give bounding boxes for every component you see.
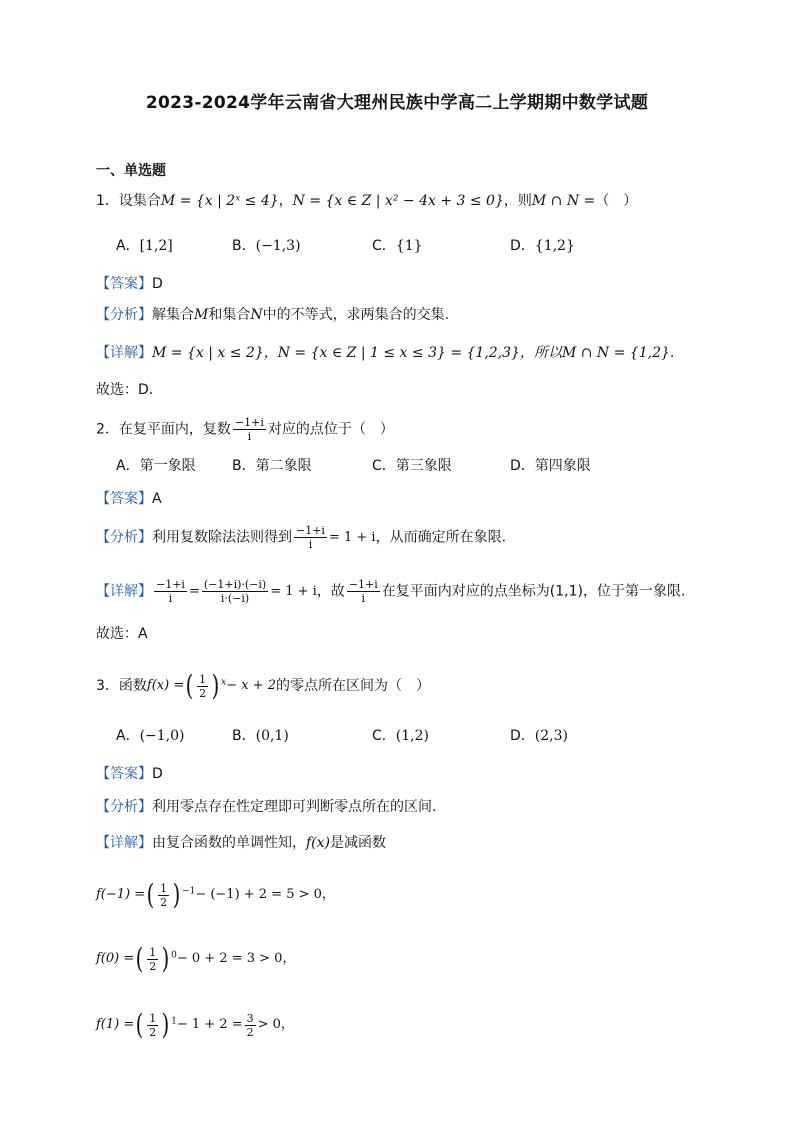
analysis-line-1: 【分析】解集合M和集合N中的不等式，求两集合的交集. [96,307,450,323]
eval-line-2: f(0) =( $\frac{1}{2}$ ) $^0$− 0 + 2 = 3 > 0， [96,942,296,975]
option-d: D．(2,3) [510,728,568,744]
section-heading: 一、单选题 [96,163,166,179]
option-c: C．{1} [372,238,423,254]
answer-line-2: 【答案】A [96,491,162,507]
question-number: 1． [96,193,119,209]
option-c: C．(1,2) [372,728,429,744]
question-3-stem: 3．函数f(x) =( $\frac{1}{2}$ ) $^x$− x + 2的零点所在区间为（ ） [96,669,430,702]
answer-line-3: 【答案】D [96,766,163,782]
option-a: A．(−1,0) [116,728,185,744]
option-c: C．第三象限 [372,458,452,474]
ask-expr: M ∩ N = [531,193,596,209]
set-m-expr: M = {x | 2ˣ ≤ 4} [160,193,279,209]
eval-line-3: f(1) =( $\frac{1}{2}$ ) $^1$− 1 + 2 = $\frac{3}{2}$ > 0， [96,1008,294,1041]
eval-line-1: f(−1) =( $\frac{1}{2}$ ) $^{-1}$− (−1) + 2 = 5 > 0， [96,878,335,911]
question-2-stem: 2．在复平面内，复数 $\frac{-1+i}{i}$ 对应的点位于（ ） [96,416,394,443]
set-n-expr: N = {x ∈ Z | x² − 4x + 3 ≤ 0} [292,193,504,209]
choose-line-1: 故选：D． [96,382,163,398]
option-a: A．第一象限 [116,458,196,474]
option-b: B．第二象限 [232,458,312,474]
detail-line-2: 【详解】 $\frac{-1+i}{i}$ = $\frac{(-1+i)\cdot(-i)}{i\cdot(-i)}$ = 1 + i，故 $\frac{-1+i}{i}$ 在复平面内对应的点坐标为(1,1)，位于第一象限. [96,578,686,605]
page-title: 2023-2024学年云南省大理州民族中学高二上学期期中数学试题 [145,93,649,113]
option-a: A．[1,2] [116,238,173,254]
option-d: D．第四象限 [510,458,591,474]
choose-line-2: 故选：A [96,626,148,642]
analysis-line-3: 【分析】利用零点存在性定理即可判断零点所在的区间. [96,799,437,815]
complex-fraction: $\frac{-1+i}{i}$ [234,416,264,443]
detail-line-1: 【详解】M = {x | x ≤ 2}，N = {x ∈ Z | 1 ≤ x ≤ 3} = {1,2,3}，所以M ∩ N = {1,2}. [96,345,675,361]
option-b: B．(−1,3) [232,238,301,254]
question-1-stem: 1．设集合M = {x | 2ˣ ≤ 4}，N = {x ∈ Z | x² − 4x + 3 ≤ 0}，则M ∩ N =（ ） [96,193,638,209]
answer-line-1: 【答案】D [96,276,163,292]
analysis-line-2: 【分析】利用复数除法法则得到 $\frac{-1+i}{i}$ = 1 + i，从而确定所在象限. [96,524,507,551]
option-b: B．(0,1) [232,728,289,744]
option-d: D．{1,2} [510,238,575,254]
detail-line-3: 【详解】由复合函数的单调性知，f(x)是减函数 [96,835,387,851]
